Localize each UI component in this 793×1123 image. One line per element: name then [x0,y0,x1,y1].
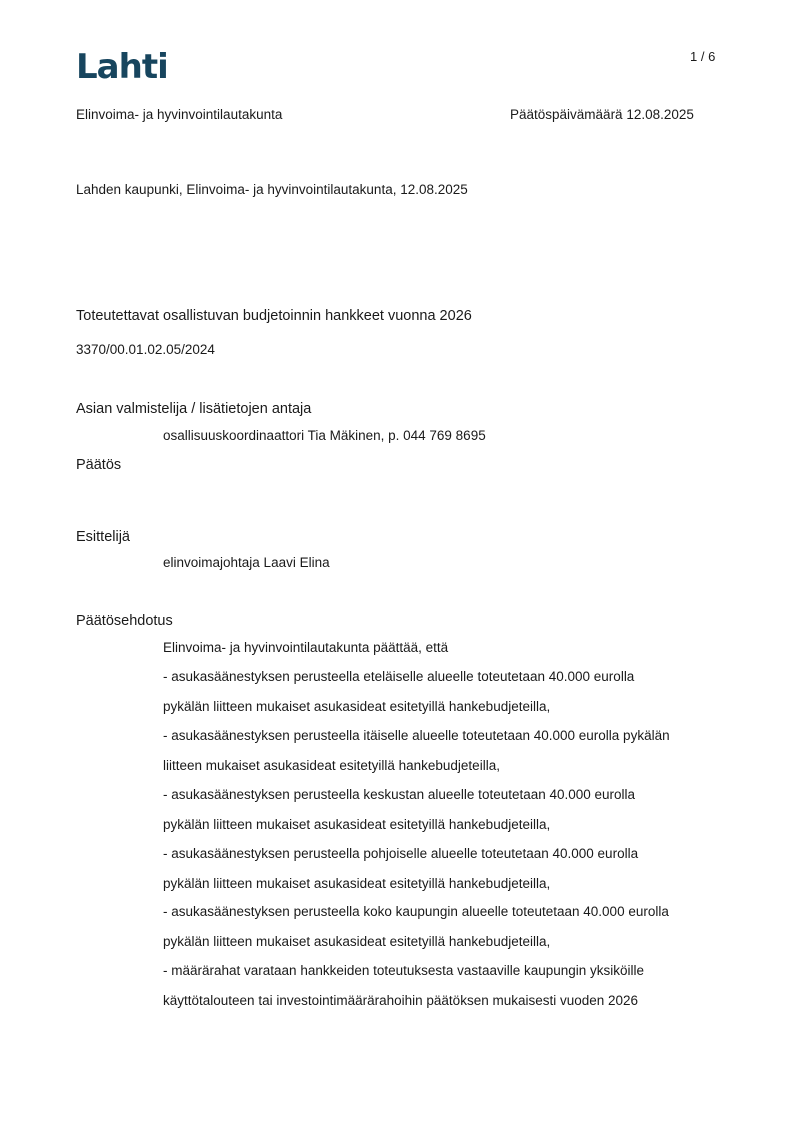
page-number: 1 / 6 [690,49,716,64]
presenter-value: elinvoimajohtaja Laavi Elina [163,555,330,570]
proposal-line: - asukasäänestyksen perusteella eteläiselle alueelle toteutetaan 40.000 eurolla [163,669,635,684]
proposal-line: pykälän liitteen mukaiset asukasideat esitetyillä hankebudjeteilla, [163,934,551,949]
proposal-line: pykälän liitteen mukaiset asukasideat esitetyillä hankebudjeteilla, [163,876,551,891]
proposal-line: - asukasäänestyksen perusteella keskustan alueelle toteutetaan 40.000 eurolla [163,787,636,802]
header-committee: Elinvoima- ja hyvinvointilautakunta [76,107,283,122]
header-decision-date: Päätöspäivämäärä 12.08.2025 [510,107,694,122]
proposal-line: - asukasäänestyksen perusteella pohjoiselle alueelle toteutetaan 40.000 eurolla [163,846,639,861]
document-title: Toteutettavat osallistuvan budjetoinnin hankkeet vuonna 2026 [76,308,472,324]
record-number: 3370/00.01.02.05/2024 [76,342,215,357]
preparer-heading: Asian valmistelija / lisätietojen antaja [76,401,312,417]
proposal-line: pykälän liitteen mukaiset asukasideat esitetyillä hankebudjeteilla, [163,699,551,714]
decision-heading: Päätös [76,457,122,473]
preparer-value: osallisuuskoordinaattori Tia Mäkinen, p. 044 769 8695 [163,428,486,443]
proposal-line: - asukasäänestyksen perusteella itäiselle alueelle toteutetaan 40.000 eurolla pykälän [163,728,670,743]
lahti-logo-text: Lahti [76,47,168,82]
lahti-logo [76,46,168,82]
proposal-line: Elinvoima- ja hyvinvointilautakunta päättää, että [163,640,449,655]
proposal-line: - määrärahat varataan hankkeiden toteutuksesta vastaaville kaupungin yksiköille [163,963,645,978]
proposal-line: pykälän liitteen mukaiset asukasideat esitetyillä hankebudjeteilla, [163,817,551,832]
presenter-heading: Esittelijä [76,529,130,545]
proposal-heading: Päätösehdotus [76,613,173,629]
meeting-line: Lahden kaupunki, Elinvoima- ja hyvinvointilautakunta, 12.08.2025 [76,182,468,197]
proposal-line: käyttötalouteen tai investointimäärärahoihin päätöksen mukaisesti vuoden 2026 [163,993,639,1008]
proposal-line: liitteen mukaiset asukasideat esitetyillä hankebudjeteilla, [163,758,500,773]
proposal-line: - asukasäänestyksen perusteella koko kaupungin alueelle toteutetaan 40.000 eurolla [163,904,669,919]
